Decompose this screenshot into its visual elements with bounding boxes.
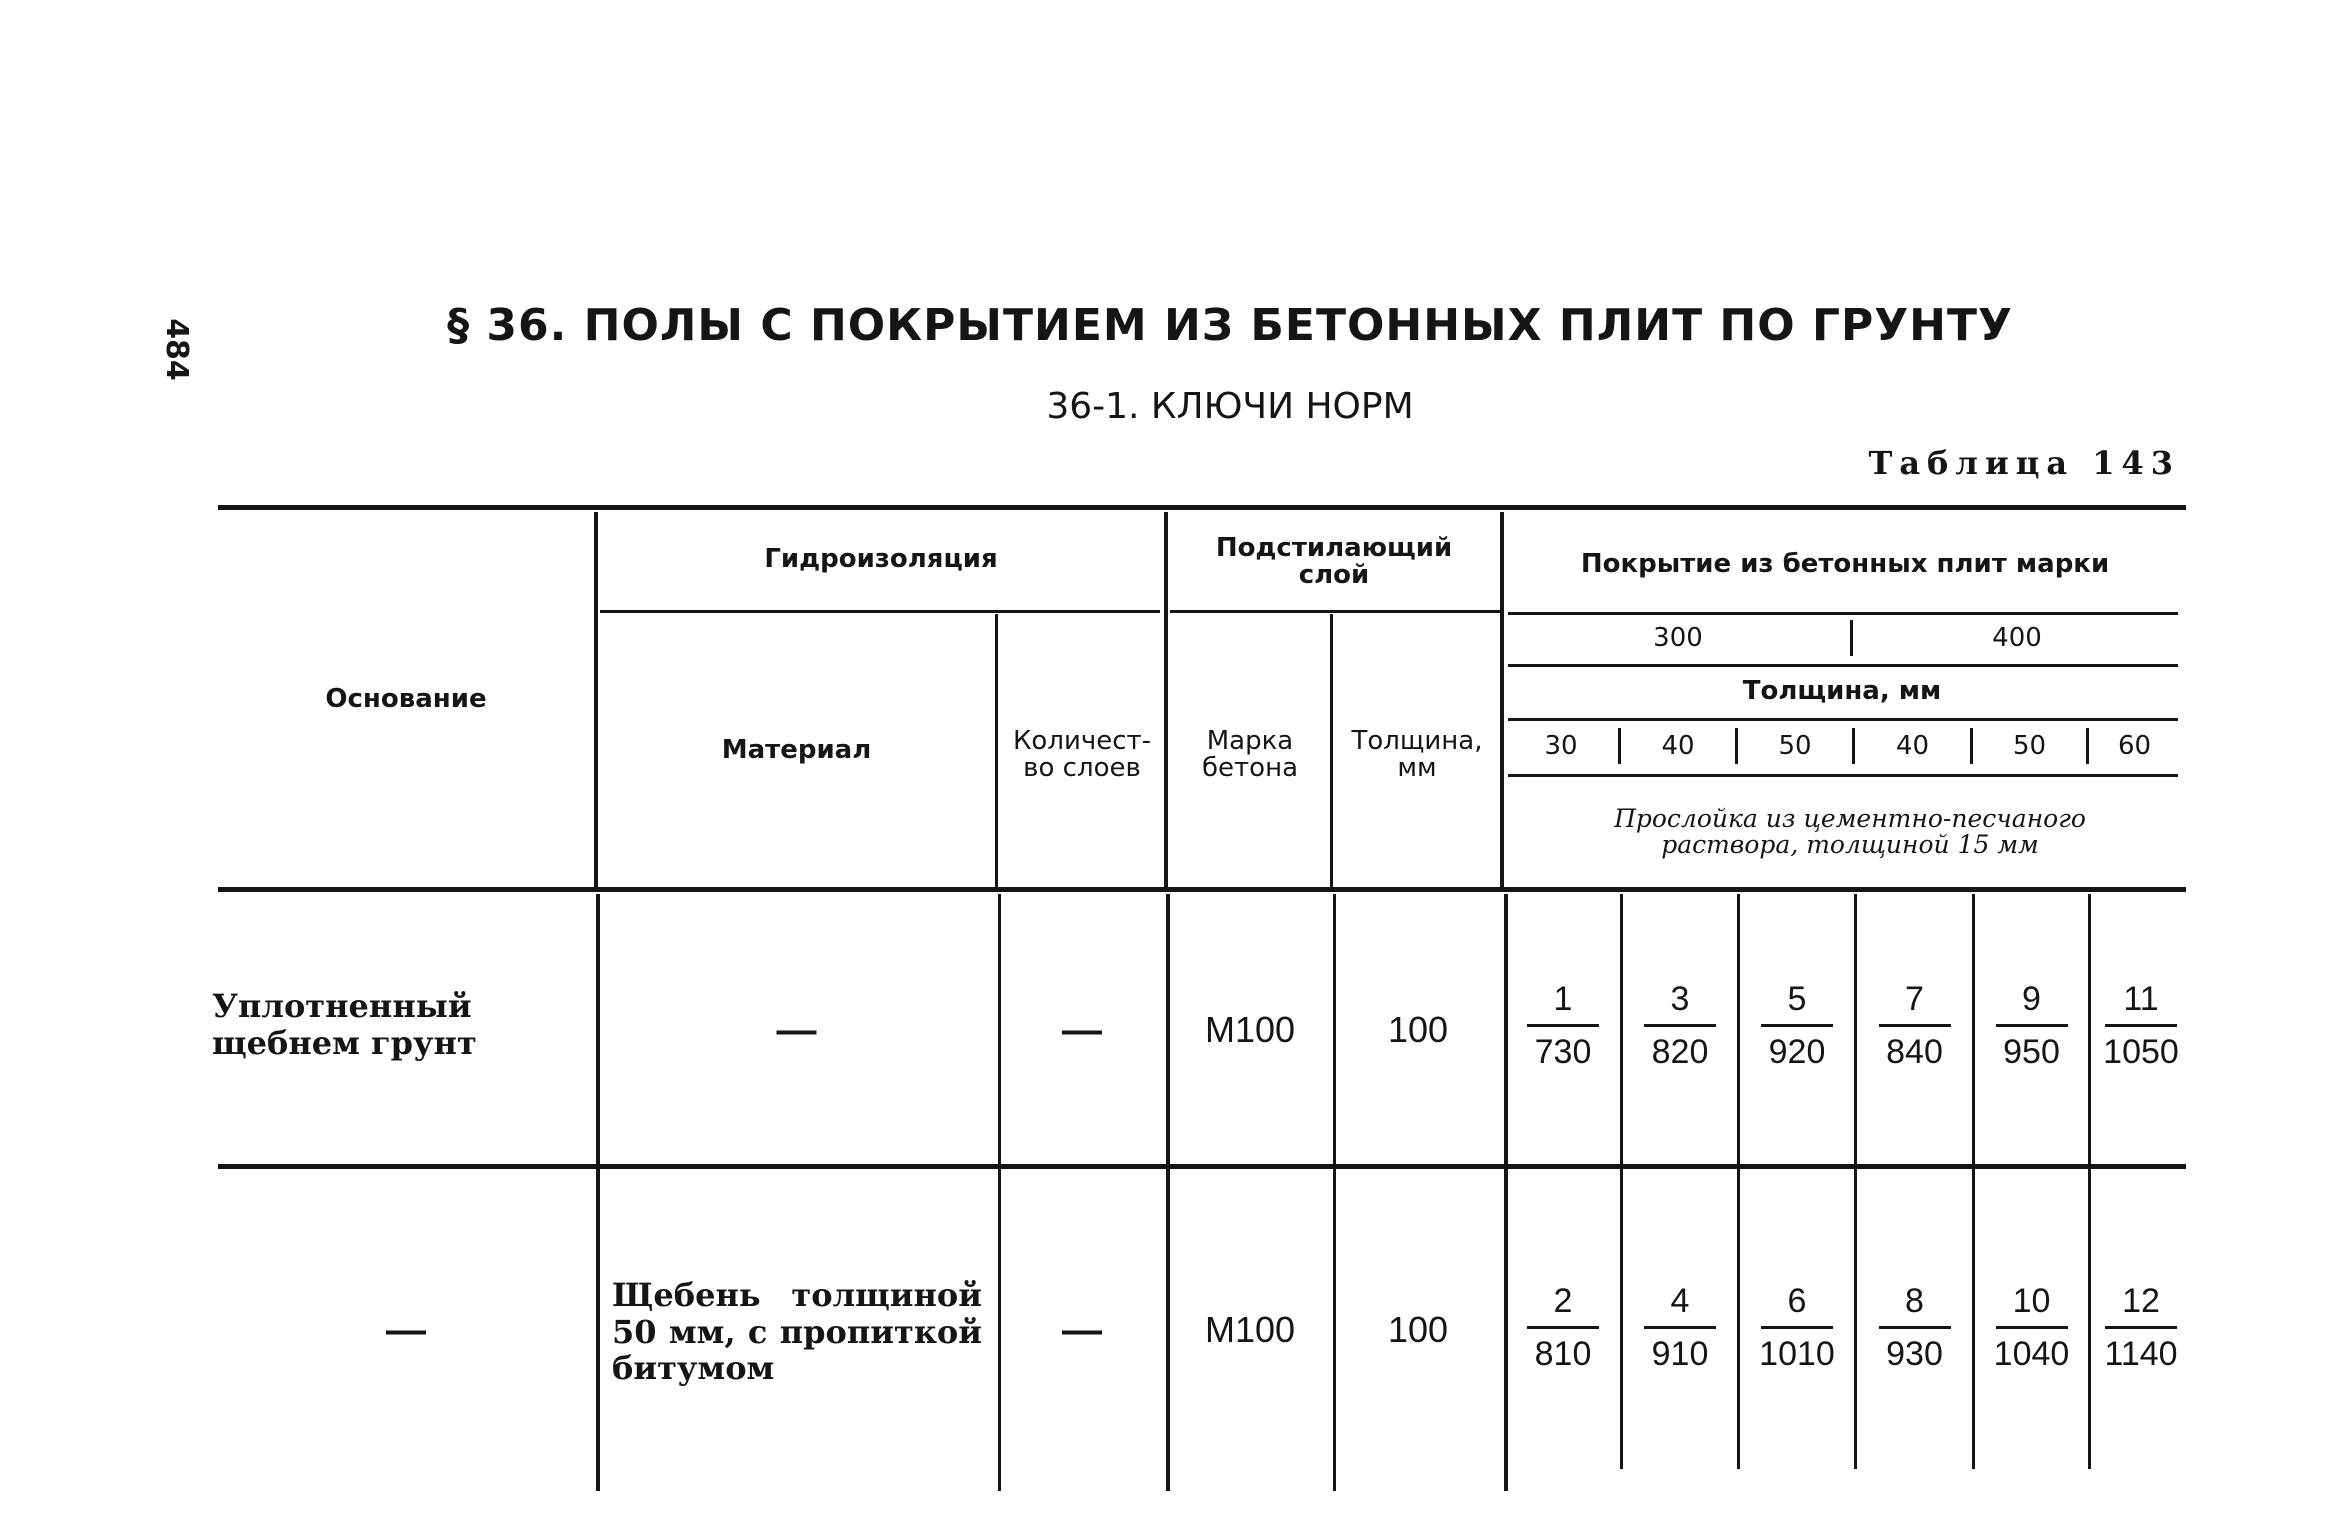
header-thickness-2: 40 (1661, 731, 1695, 762)
header-coating: Покрытие из бетонных плит марки (1580, 549, 2110, 580)
header-thickness-label: Толщина, мм (1742, 676, 1942, 707)
row1-cell-1 (1506, 980, 1620, 1072)
header-thickness: Толщина, мм (1351, 725, 1483, 783)
row2-cell-3-den: 1010 (1759, 1335, 1835, 1373)
section-title: § 36. ПОЛЫ С ПОКРЫТИЕМ ИЗ БЕТОННЫХ ПЛИТ ПО ГРУНТУ (447, 300, 2013, 351)
row1-cell-6-den: 1050 (2103, 1033, 2179, 1071)
row1-thickness: 100 (1387, 1009, 1449, 1051)
vline-material (995, 614, 998, 889)
rule-thickness-values (1508, 774, 2178, 777)
row2-cell-6-den: 1140 (2104, 1335, 2178, 1373)
header-thickness-1: 30 (1544, 731, 1578, 762)
header-grade-400: 400 (1992, 623, 2042, 654)
row2-material: Щебень толщиной 50 мм, с пропиткой битумом (612, 1275, 982, 1388)
row2-cell-6-num: 12 (2122, 1282, 2160, 1320)
row2-cell-1-num: 2 (1553, 1282, 1573, 1320)
row1-base: Уплотненный щебнем грунт (212, 987, 477, 1062)
row1-cell-3-num: 5 (1787, 980, 1807, 1018)
header-bottom-rule (218, 887, 2186, 892)
row1-cell-5 (1975, 980, 2088, 1072)
row1-cell-1-num: 1 (1553, 980, 1573, 1018)
row2-cell-3-num: 6 (1787, 1282, 1807, 1320)
rule-waterproofing (600, 610, 1160, 613)
row2-layers: — (1062, 1308, 1102, 1352)
row2-cell-2 (1623, 1282, 1737, 1374)
row1-material: — (776, 1008, 817, 1052)
header-concrete-grade: Марка бетона (1201, 725, 1298, 783)
row2-cell-4-den: 930 (1886, 1335, 1943, 1373)
row2-base: — (386, 1308, 426, 1352)
row1-cell-3 (1740, 980, 1854, 1072)
row1-cell-2 (1623, 980, 1737, 1072)
rule-grade (1508, 664, 2178, 667)
page-number: 484 (158, 317, 194, 381)
header-underlayer: Подстилающий слой (1215, 532, 1453, 590)
header-material: Материал (721, 734, 872, 765)
table-top-rule (218, 505, 2186, 510)
row2-cell-4-num: 8 (1905, 1282, 1924, 1320)
row1-cell-4 (1857, 980, 1972, 1072)
subsection-title: 36-1. КЛЮЧИ НОРМ (1046, 386, 1414, 427)
header-interlayer-note: Прослойка из цементно-песчаного раствора, толщиной 15 мм (1614, 803, 2086, 859)
rule-thickness-label (1508, 718, 2178, 721)
vline-body-layers (1166, 894, 1170, 1491)
row2-thickness: 100 (1387, 1309, 1449, 1351)
row2-cell-3 (1740, 1282, 1854, 1374)
row2-cell-1 (1506, 1282, 1620, 1374)
row1-cell-6 (2091, 980, 2191, 1072)
rule-underlayer (1170, 610, 1500, 613)
row1-cell-5-den: 950 (2003, 1033, 2060, 1071)
rule-coating (1508, 612, 2178, 615)
vline-body-material (998, 894, 1001, 1491)
header-thickness-6: 60 (2117, 731, 2152, 762)
row2-cell-4 (1857, 1282, 1972, 1374)
row-divider (218, 1164, 2186, 1169)
row1-cell-2-num: 3 (1670, 980, 1690, 1018)
row1-cell-6-num: 11 (2123, 980, 2159, 1018)
row2-cell-1-den: 810 (1534, 1335, 1592, 1373)
vline-body-grade (1333, 894, 1336, 1491)
row1-cell-5-num: 9 (2022, 980, 2041, 1018)
row2-cell-5 (1975, 1282, 2088, 1374)
header-waterproofing: Гидроизоляция (764, 544, 998, 575)
header-thickness-3: 50 (1778, 731, 1812, 762)
row2-cell-5-den: 1040 (1993, 1335, 2070, 1373)
row1-cell-4-num: 7 (1905, 980, 1924, 1018)
row2-cell-6 (2091, 1282, 2191, 1374)
row2-grade: М100 (1204, 1309, 1296, 1351)
row2-cell-2-num: 4 (1670, 1282, 1690, 1320)
row1-layers: — (1062, 1008, 1102, 1052)
header-grade-300: 300 (1653, 623, 1703, 654)
table-label: Таблица 143 (1868, 444, 2180, 482)
header-base: Основание (325, 683, 487, 714)
row1-cell-3-den: 920 (1768, 1033, 1826, 1071)
row1-cell-4-den: 840 (1886, 1033, 1943, 1071)
row2-cell-2-den: 910 (1651, 1335, 1709, 1373)
row1-grade: М100 (1204, 1009, 1296, 1051)
row1-cell-2-den: 820 (1651, 1033, 1709, 1071)
row2-cell-5-num: 10 (2012, 1282, 2051, 1320)
header-thickness-5: 50 (2012, 731, 2047, 762)
vline-body-base (596, 894, 600, 1491)
row1-cell-1-den: 730 (1534, 1033, 1592, 1071)
header-layers-count: Количест-во слоев (1012, 725, 1152, 783)
vline-grade (1330, 614, 1333, 889)
header-thickness-4: 40 (1895, 731, 1930, 762)
